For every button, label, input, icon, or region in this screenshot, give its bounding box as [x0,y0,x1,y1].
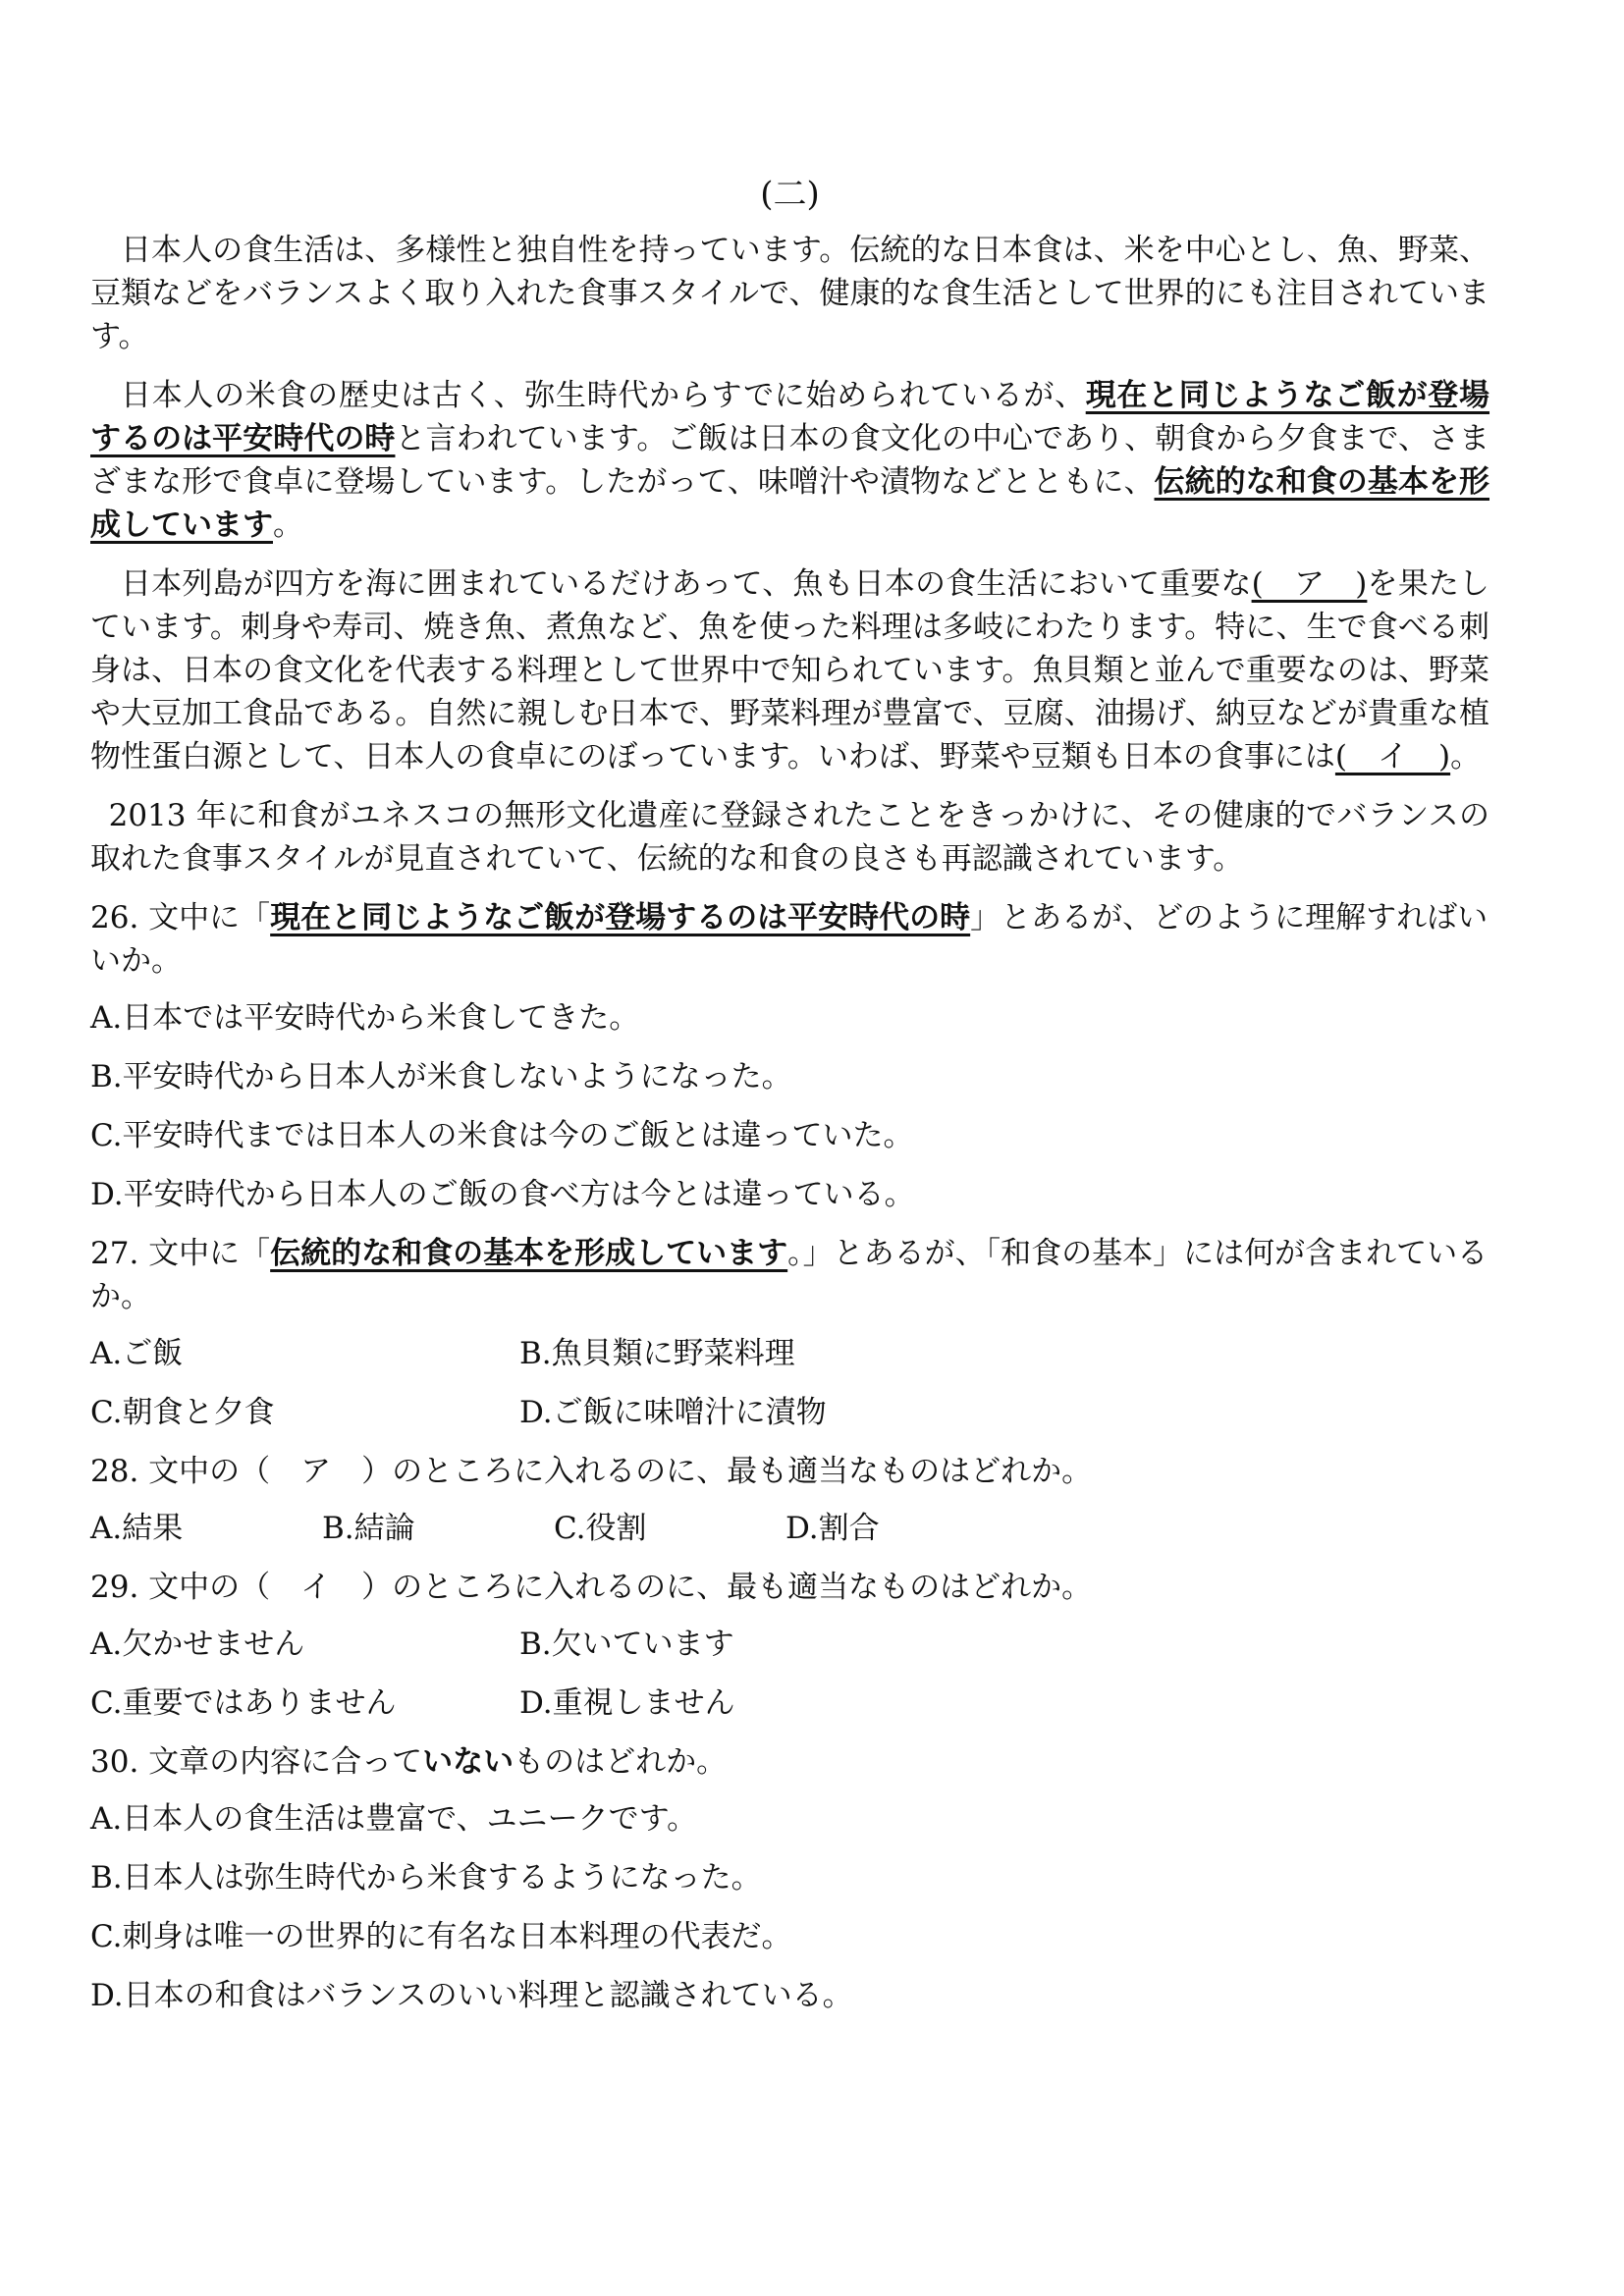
paragraph-3 [90,562,1489,778]
question-30-prefix: 30. 文章の内容に合って [90,1744,423,1780]
section-title: (二) [760,175,820,214]
q30-option-c: C.刺身は唯一の世界的に有名な日本料理の代表だ。 [90,1919,792,1954]
paragraph-2-text-b: と言われています。ご飯は日本の食文化の中心であり、朝食から夕食まで、さまざまな形で食卓に登場しています。したがって、味噌汁や漬物などとともに、 [90,421,1489,500]
q27-options-row-1 [90,1332,1489,1375]
paragraph-3-text-a: 日本列島が四方を海に囲まれているだけあって、魚も日本の食生活において重要な [121,566,1252,602]
q30-option-b: B.日本人は弥生時代から米食するようになった。 [90,1860,762,1896]
paragraph-3-text-b: を果たしています。刺身や寿司、焼き魚、煮魚など、魚を使った料理は多岐にわたります。特に、生で食べる刺身は、日本の食文化を代表する料理として世界中で知られています。魚貝類と並んで重要なのは、野菜や大豆加工食品である。自然に親しむ日本で、野菜料理が豊富で、豆腐、油揚げ、納豆などが貴重な植物性蛋白源として、日本人の食卓にのぼっています。いわば、野菜や豆類も日本の食事には [90,566,1489,774]
q26-option-c: C.平安時代までは日本人の米食は今のご飯とは違っていた。 [90,1118,914,1153]
q28-option-a: A.結果 [90,1511,184,1546]
reading-passage-page [90,167,1489,2033]
q28-option-c: C.役割 [554,1511,647,1546]
q28-option-d: D.割合 [785,1511,880,1546]
question-30 [90,1740,1489,1784]
question-27 [90,1232,1489,1318]
q29-options-row-1 [90,1623,1489,1666]
q26-option-a: A.日本では平安時代から米食してきた。 [90,1000,640,1036]
q29-option-b: B.欠いています [519,1627,734,1662]
q30-option-a: A.日本人の食生活は豊富で、ユニークです。 [90,1801,698,1837]
question-30-suffix: ものはどれか。 [514,1744,728,1780]
question-27-prefix: 27. 文中に「 [90,1236,271,1271]
paragraph-3-text-c: 。 [1450,739,1482,774]
q28-option-b: B.結論 [322,1511,415,1546]
blank-a: ( ア ) [1251,566,1368,602]
q27-option-a: A.ご飯 [90,1336,184,1371]
question-28: 28. 文中の（ ア ）のところに入れるのに、最も適当なものはどれか。 [90,1454,1093,1489]
q27-option-d: D.ご飯に味噌汁に漬物 [519,1395,827,1430]
q29-option-a: A.欠かせません [90,1627,305,1662]
question-26 [90,896,1489,983]
paragraph-2-text-a: 日本人の米食の歴史は古く、弥生時代からすでに始められているが、 [121,378,1086,413]
q26-option-b: B.平安時代から日本人が米食しないようになった。 [90,1059,792,1095]
blank-i: ( イ ) [1334,739,1451,774]
question-27-quote: 伝統的な和食の基本を形成しています [270,1236,788,1271]
question-26-quote: 現在と同じようなご飯が登場するのは平安時代の時 [270,900,971,935]
q29-option-c: C.重要ではありません [90,1685,397,1721]
question-29: 29. 文中の（ イ ）のところに入れるのに、最も適当なものはどれか。 [90,1570,1093,1605]
paragraph-1: 日本人の食生活は、多様性と独自性を持っています。伝統的な日本食は、米を中心とし、魚、野菜、豆類などをバランスよく取り入れた食事スタイルで、健康的な食生活として世界的にも注目されています。 [90,233,1489,354]
underlined-phrase-1: 現在と同じようなご飯が登場するのは平安時代の時 [90,378,1490,456]
question-26-prefix: 26. 文中に「 [90,900,271,935]
q26-option-d: D.平安時代から日本人のご飯の食べ方は今とは違っている。 [90,1177,915,1212]
paragraph-2 [90,374,1489,547]
question-30-emphasis: いない [422,1744,514,1780]
question-26-suffix: 」とあるが、どのように理解すればいいか。 [90,900,1489,979]
question-27-suffix: 。」とあるが、「和食の基本」には何が含まれているか。 [90,1236,1489,1314]
paragraph-4: 2013 年に和食がユネスコの無形文化遺産に登録されたことをきっかけに、その健康的でバランスの取れた食事スタイルが見直されていて、伝統的な和食の良さも再認識されています。 [90,798,1489,877]
paragraph-2-text-c: 。 [273,507,303,543]
q29-option-d: D.重視しません [519,1685,735,1721]
q27-option-c: C.朝食と夕食 [90,1395,275,1430]
q27-option-b: B.魚貝類に野菜料理 [519,1336,795,1371]
q29-options-row-2 [90,1682,1489,1725]
q28-options-row [90,1507,1489,1550]
q27-options-row-2 [90,1391,1489,1434]
q30-option-d: D.日本の和食はバランスのいい料理と認識されている。 [90,1978,853,2013]
underlined-phrase-2: 伝統的な和食の基本を形成しています [90,464,1489,543]
